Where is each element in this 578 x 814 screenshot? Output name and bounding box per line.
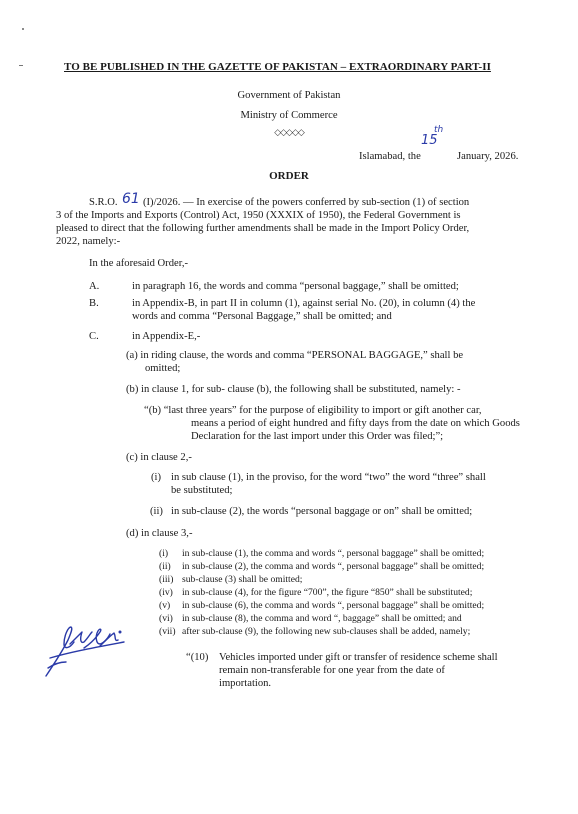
clause-d-sub-text: in sub-clause (4), for the figure “700”, the figure “850” shall be substituted; [182, 587, 473, 598]
new-subclause-10-line-1: Vehicles imported under gift or transfer of residence scheme shall [219, 652, 498, 663]
item-c-text: in Appendix-E,- [132, 331, 201, 342]
clause-d-sub-text: after sub-clause (9), the following new sub-clauses shall be added, namely; [182, 626, 471, 637]
handwritten-date-day: 15 [421, 133, 438, 148]
item-a-text: in paragraph 16, the words and comma “personal baggage,” shall be omitted; [132, 281, 459, 292]
preamble-line-3: pleased to direct that the following further amendments shall be made in the Import Policy Order, [56, 223, 470, 234]
item-a-label: A. [89, 281, 100, 292]
handwritten-date-suffix: th [434, 125, 444, 135]
government-line: Government of Pakistan [237, 90, 341, 101]
clause-d-sub-label: (vii) [159, 626, 176, 637]
place-date-prefix: Islamabad, the [359, 151, 421, 162]
clause-d-sub-text: in sub-clause (8), the comma and word “, baggage” shall be omitted; and [182, 613, 462, 624]
clause-d-intro: (d) in clause 3,- [126, 528, 193, 539]
item-b-line-2: words and comma “Personal Baggage,” shall be omitted; and [132, 311, 392, 322]
clause-a-line-1: (a) in riding clause, the words and comma “PERSONAL BAGGAGE,” shall be [126, 350, 464, 361]
clause-d-sub-label: (i) [159, 548, 169, 559]
clause-c-i-label: (i) [151, 472, 161, 483]
ministry-line: Ministry of Commerce [240, 110, 338, 121]
item-b-line-1: in Appendix-B, in part II in column (1), against serial No. (20), in column (4) the [132, 298, 476, 309]
clause-b-intro: (b) in clause 1, for sub- clause (b), the following shall be substituted, namely: - [126, 384, 461, 395]
clause-d-sub-text: in sub-clause (1), the comma and words “, personal baggage” shall be omitted; [182, 548, 485, 559]
clause-c-i-line-2: be substituted; [171, 485, 233, 496]
ornament-diamonds: ◇◇◇◇◇ [274, 127, 304, 137]
preamble-line-4: 2022, namely:- [56, 236, 121, 247]
clause-c-intro: (c) in clause 2,- [126, 452, 192, 463]
new-subclause-10-line-3: importation. [219, 678, 272, 689]
item-c-label: C. [89, 331, 99, 342]
new-subclause-10-label: “(10) [186, 652, 209, 663]
intro-line: In the aforesaid Order,- [89, 258, 188, 269]
place-date-suffix: January, 2026. [457, 151, 519, 162]
clause-d-sub-label: (iii) [159, 574, 174, 585]
handwritten-signature [40, 618, 130, 680]
scan-speck [19, 65, 23, 66]
clause-c-i-line-1: in sub clause (1), in the proviso, for the word “two” the word “three” shall [171, 472, 486, 483]
clause-d-sub-label: (v) [159, 600, 171, 611]
clause-d-sub-label: (vi) [159, 613, 173, 624]
clause-d-sub-text: in sub-clause (6), the comma and words “, personal baggage” shall be omitted; [182, 600, 485, 611]
scan-speck [22, 28, 24, 30]
clause-b-quote-3: Declaration for the last import under this Order was filed;”; [191, 431, 444, 442]
new-subclause-10-line-2: remain non-transferable for one year from the date of [219, 665, 445, 676]
clause-d-sub-label: (iv) [159, 587, 173, 598]
clause-a-line-2: omitted; [145, 363, 181, 374]
preamble-line-1: (I)/2026. — In exercise of the powers conferred by sub-section (1) of section [143, 197, 470, 208]
clause-b-quote-1: “(b) “last three years” for the purpose of eligibility to import or gift another car, [144, 405, 482, 416]
sro-prefix: S.R.O. [89, 197, 118, 208]
order-title: ORDER [269, 170, 309, 182]
clause-d-sub-text: in sub-clause (2), the comma and words “, personal baggage” shall be omitted; [182, 561, 485, 572]
clause-d-sub-text: sub-clause (3) shall be omitted; [182, 574, 303, 585]
gazette-heading: TO BE PUBLISHED IN THE GAZETTE OF PAKISTAN – EXTRAORDINARY PART-II [64, 61, 491, 73]
clause-d-sub-label: (ii) [159, 561, 171, 572]
clause-c-ii-text: in sub-clause (2), the words “personal baggage or on” shall be omitted; [171, 506, 473, 517]
item-b-label: B. [89, 298, 99, 309]
clause-b-quote-2: means a period of eight hundred and fifty days from the date on which Goods [191, 418, 520, 429]
clause-c-ii-label: (ii) [150, 506, 163, 517]
preamble-line-2: 3 of the Imports and Exports (Control) Act, 1950 (XXXIX of 1950), the Federal Government is [56, 210, 461, 221]
sro-handwritten-number: 61 [122, 191, 140, 207]
